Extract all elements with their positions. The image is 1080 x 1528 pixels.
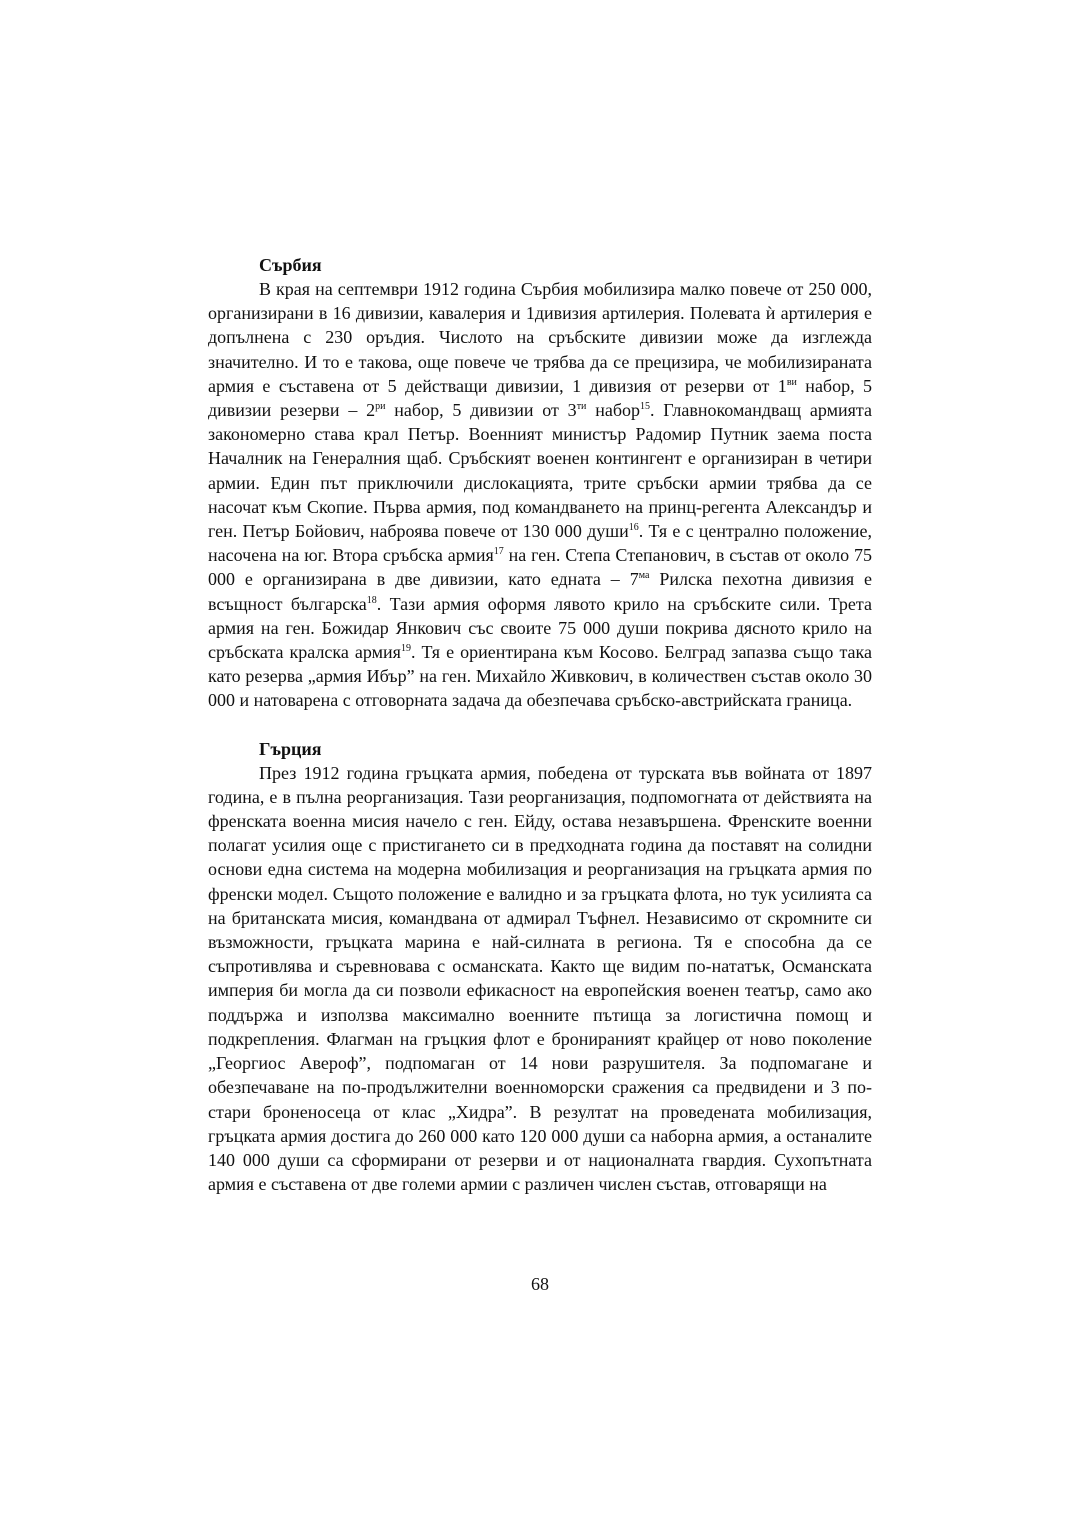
footnote-ref: 17 bbox=[493, 546, 504, 558]
section-body bbox=[208, 761, 872, 1197]
text-run: . Главнокомандващ армията закономерно става крал Петър. Военният министър Радомир Путник заема поста Началник на Генералния щаб. Сръбският военен контингент е организиран в четири армии. Един път приключили дислокацията, трите сръбски армии трябва да се насочат към Скопие. Първа армия, под командването на принц-регента Александър и ген. Петър Бойович, наброява повече от 130 000 души bbox=[208, 400, 872, 542]
footnote-ref: 16 bbox=[628, 522, 639, 534]
footnote-ref: 18 bbox=[366, 594, 377, 606]
footnote-ref: 19 bbox=[400, 643, 411, 655]
text-run: През 1912 година гръцката армия, победена от турската във войната от 1897 година, е в пълна реорганизация. Тази реорганизация, подпомогната от действията на френската военна мисия начело с ген. Ейду, остава незавършена. Френските военни полагат усилия още с пристигането си в предходната година да поставят на солидни основи една система на модерна мобилизация и реорганизация на гръцката армия по френски модел. Същото положение е валидно и за гръцката флота, но тук усилията са на британската мисия, командвана от адмирал Тъфнел. Независимо от скромните си възможности, гръцката марина е най-силната в региона. Тя е способна да се съпротивлява и съревновава с османската. Както ще видим по-нататък, Османската империя би могла да си позволи ефикасност на европейския военен театър, само ако поддържа и използва максимално военните пътища за логистична помощ и подкрепления. Флагман на гръцкия флот е бронираният крайцер от ново поколение „Георгиос Авероф”, подпомаган от 14 нови разрушителя. За подпомагане и обезпечаване на по-продължителни военноморски сражения са предвидени и 3 по-стари броненосеца от клас „Хидра”. В резултат на проведената мобилизация, гръцката армия достига до 260 000 като 120 000 души са наборна армия, а останалите 140 000 души са сформирани от резерви и от националната гвардия. Сухопътната армия е съставена от две големи армии с различен числен състав, отговарящи на bbox=[208, 762, 872, 1195]
footnote-ref: ти bbox=[576, 401, 587, 413]
text-run: . Тя е с централно положение, насочена на юг. Втора сръбска армия bbox=[208, 521, 872, 566]
text-run: . Тя е ориентирана към Косово. Белград запазва също така като резерва „армия Ибър” на ген. Михайло Живкович, в количествен състав около 30 000 и натоварена с отговорната задача да обезпечава сръбско-австрийската граница. bbox=[208, 642, 872, 711]
text-run: В края на септември 1912 година Сърбия мобилизира малко повече от 250 000, организирани в 16 дивизии, кавалерия и 1дивизия артилерия. Полевата ѝ артилерия е допълнена с 230 оръдия. Числото на сръбските дивизии може да изглежда значително. И то е такова, още повече че трябва да се прецизира, че мобилизираната армия е съставена от 5 действащи дивизии, 1 дивизия от резерви от 1 bbox=[208, 279, 872, 396]
footnote-ref: ма bbox=[638, 570, 650, 582]
text-run: . Тази армия оформя лявото крило на сръбските сили. Трета армия на ген. Божидар Янкович със своите 75 000 души покрива дясното крило на сръбската кралска армия bbox=[208, 593, 872, 663]
text-run: Рилска пехотна дивизия е всъщност българска bbox=[208, 569, 872, 614]
footnote-ref: ри bbox=[375, 401, 386, 413]
section-serbia bbox=[208, 253, 872, 713]
footnote-ref: ви bbox=[786, 376, 797, 388]
section-heading: Гърция bbox=[259, 738, 322, 759]
footnote-ref: 15 bbox=[640, 401, 650, 413]
text-run: на ген. Степа Степанович, в състав от около 75 000 е организирана в две дивизии, като едната – 7 bbox=[208, 545, 873, 590]
page-number: 68 bbox=[531, 1274, 549, 1294]
text-run: набор, 5 дивизии от 3 bbox=[385, 400, 577, 421]
text-run: набор, 5 дивизии резерви – 2 bbox=[208, 375, 873, 421]
section-greece bbox=[208, 737, 872, 1197]
text-run: набор bbox=[586, 400, 640, 421]
section-heading: Сърбия bbox=[259, 255, 322, 275]
page-content bbox=[208, 253, 872, 1196]
section-body bbox=[208, 277, 872, 713]
